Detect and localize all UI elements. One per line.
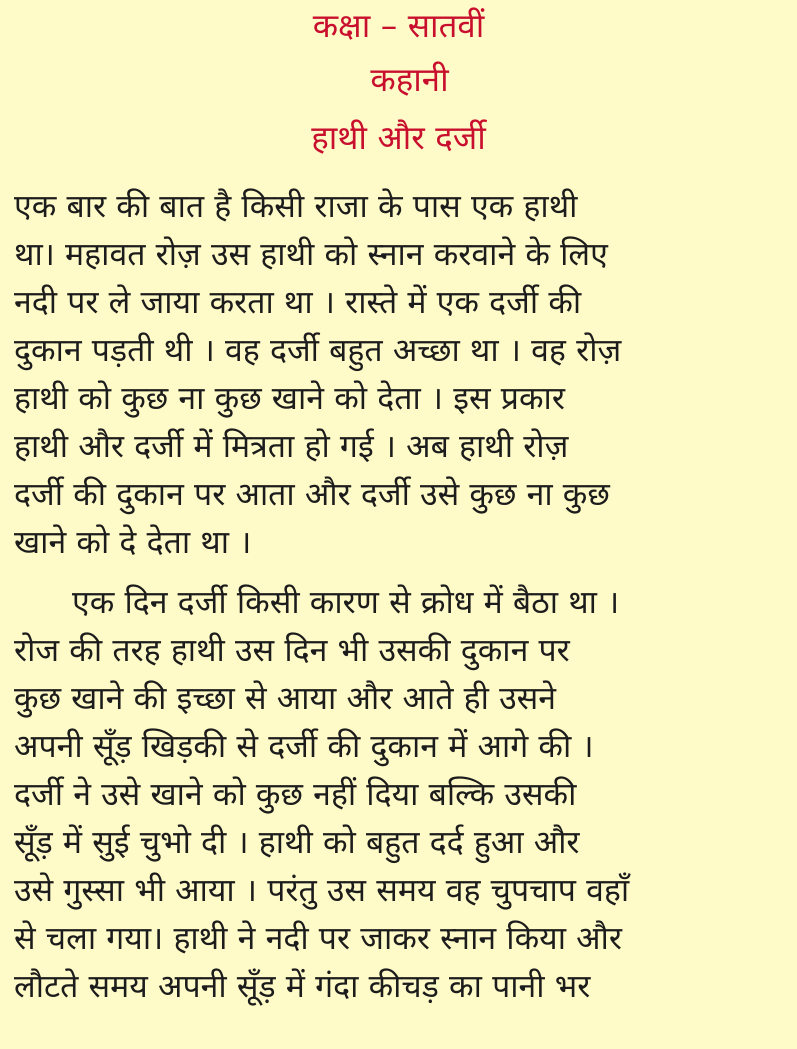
text-line: अपनी सूँड़ खिड़की से दर्जी की दुकान में आगे की । (14, 727, 594, 765)
text-line: एक बार की बात है किसी राजा के पास एक हाथी (14, 187, 578, 225)
text-line: था। महावत रोज़ उस हाथी को स्नान करवाने के लिए (14, 235, 608, 273)
paragraph-1 (14, 182, 789, 566)
text-line: कुछ खाने की इच्छा से आया और आते ही उसने (14, 679, 557, 717)
text-line: दर्जी ने उसे खाने को कुछ नहीं दिया बल्कि उसकी (14, 775, 577, 813)
text-line: हाथी और दर्जी में मित्रता हो गई । अब हाथी रोज़ (14, 427, 569, 465)
paragraph-gap (14, 566, 789, 578)
text-line: उसे गुस्सा भी आया । परंतु उस समय वह चुपचाप वहाँ (14, 871, 630, 909)
text-line: लौटते समय अपनी सूँड़ में गंदा कीचड़ का पानी भर (14, 967, 591, 1005)
text-line: एक दिन दर्जी किसी कारण से क्रोध में बैठा था । (72, 583, 620, 621)
text-line: हाथी को कुछ ना कुछ खाने को देता । इस प्रकार (14, 379, 565, 417)
text-line: नदी पर ले जाया करता था । रास्ते में एक दर्जी की (14, 283, 582, 321)
story-title: हाथी और दर्जी (311, 118, 486, 157)
text-line: दर्जी की दुकान पर आता और दर्जी उसे कुछ ना कुछ (14, 475, 610, 513)
paragraph-2 (14, 578, 789, 1010)
text-line: सूँड़ में सुई चुभो दी । हाथी को बहुत दर्द हुआ और (14, 823, 580, 861)
document-header (0, 0, 797, 178)
story-body (0, 182, 797, 1010)
class-heading: कक्षा – सातवीं (312, 6, 485, 45)
text-line: से चला गया। हाथी ने नदी पर जाकर स्नान किया और (14, 919, 622, 957)
text-line: रोज की तरह हाथी उस दिन भी उसकी दुकान पर (14, 631, 570, 669)
genre-heading: कहानी (370, 60, 449, 99)
text-line: दुकान पड़ती थी । वह दर्जी बहुत अच्छा था । वह रोज़ (14, 331, 622, 369)
text-line: खाने को दे देता था । (14, 523, 252, 561)
